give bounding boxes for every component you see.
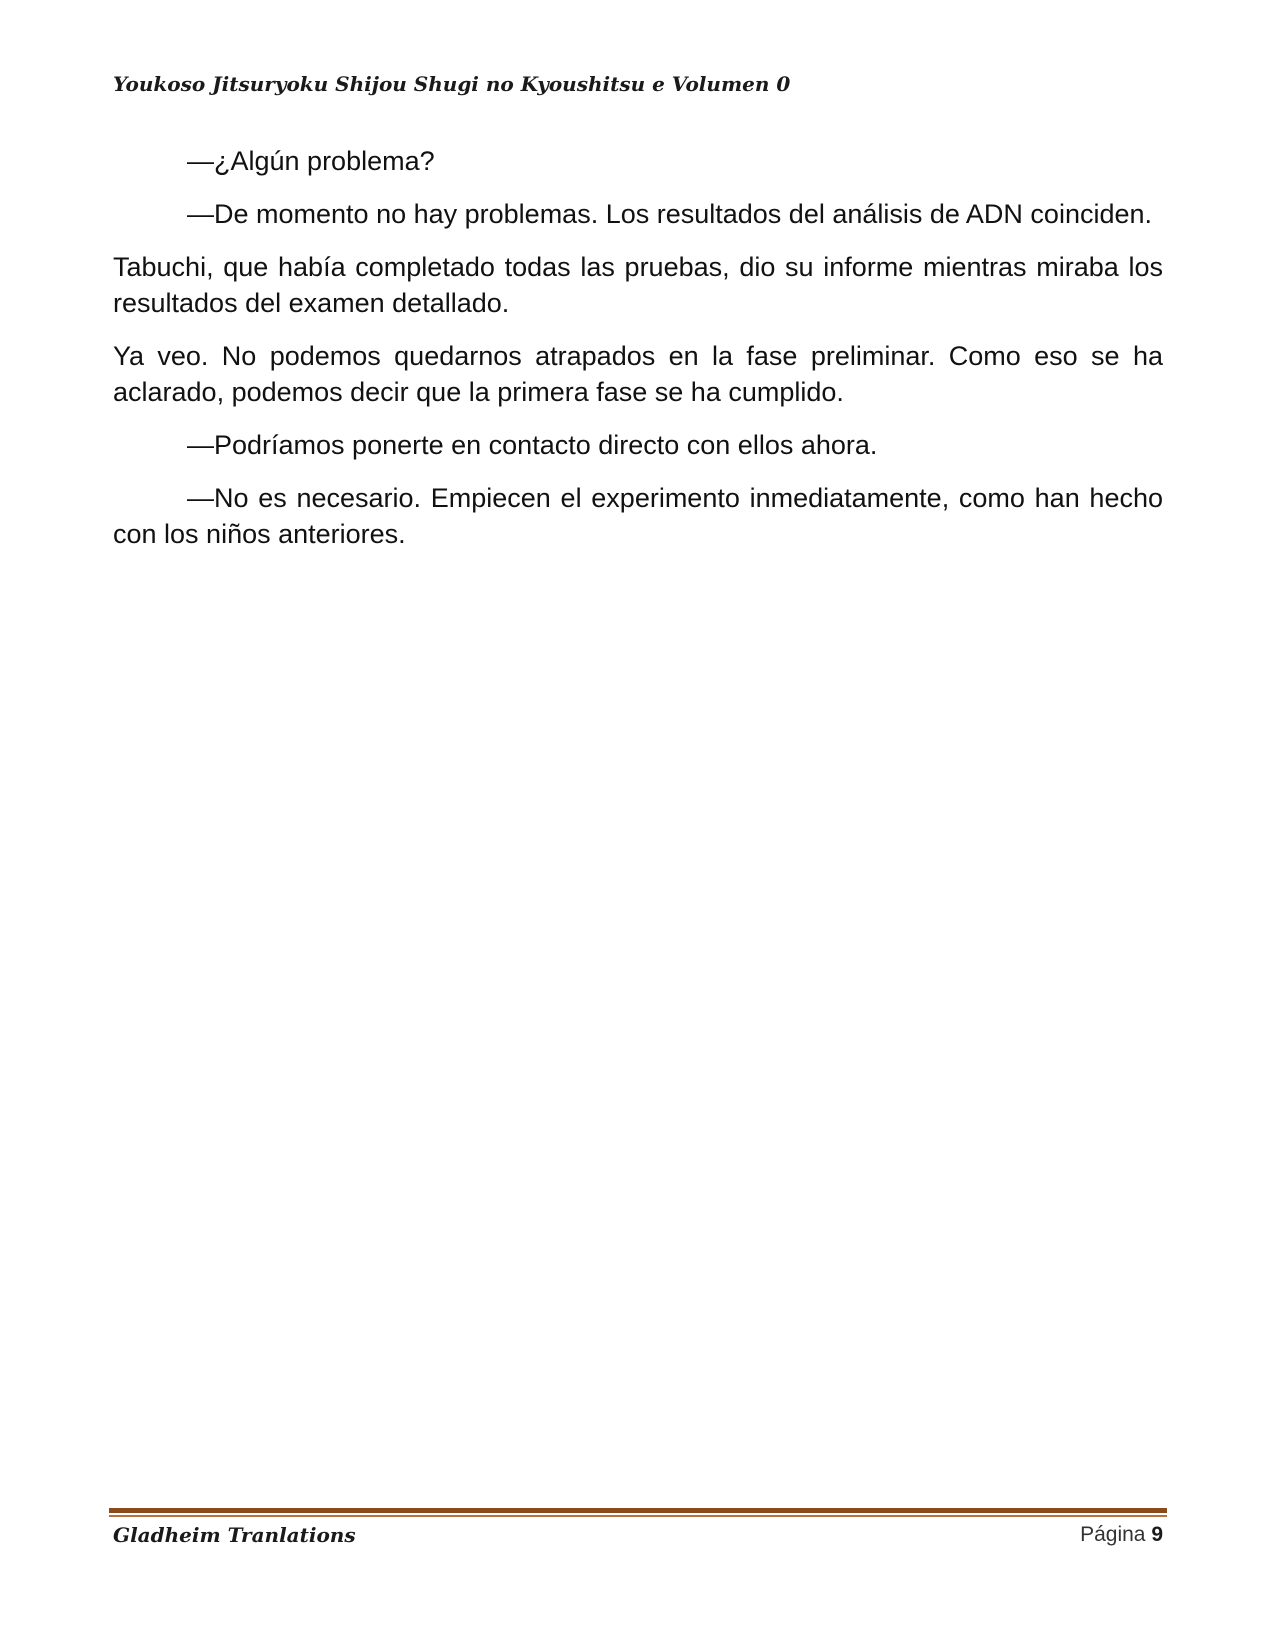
paragraph-3: Tabuchi, que había completado todas las pruebas, dio su informe mientras miraba los resultados del examen detallado. xyxy=(113,252,1163,318)
footer-page-indicator xyxy=(1080,1523,1163,1547)
page-number: 9 xyxy=(1151,1523,1163,1546)
paragraph-2: —De momento no hay problemas. Los resultados del análisis de ADN coinciden. xyxy=(187,199,1153,229)
paragraph-5: —Podríamos ponerte en contacto directo con ellos ahora. xyxy=(187,430,878,460)
paragraph-4: Ya veo. No podemos quedarnos atrapados en la fase preliminar. Como eso se ha aclarado, podemos decir que la primera fase se ha cumplido. xyxy=(113,341,1163,407)
footer-divider-thin xyxy=(109,1515,1167,1517)
paragraph-6: —No es necesario. Empiecen el experimento inmediatamente, como han hecho con los niños anteriores. xyxy=(113,483,1163,549)
footer-translator-credit: Gladheim Tranlations xyxy=(113,1523,356,1547)
page-header-title: Youkoso Jitsuryoku Shijou Shugi no Kyoushitsu e Volumen 0 xyxy=(113,72,791,96)
footer-divider-thick xyxy=(109,1508,1167,1513)
paragraph-1: —¿Algún problema? xyxy=(187,146,435,176)
document-body xyxy=(113,143,1163,569)
page-label: Página xyxy=(1080,1523,1146,1546)
